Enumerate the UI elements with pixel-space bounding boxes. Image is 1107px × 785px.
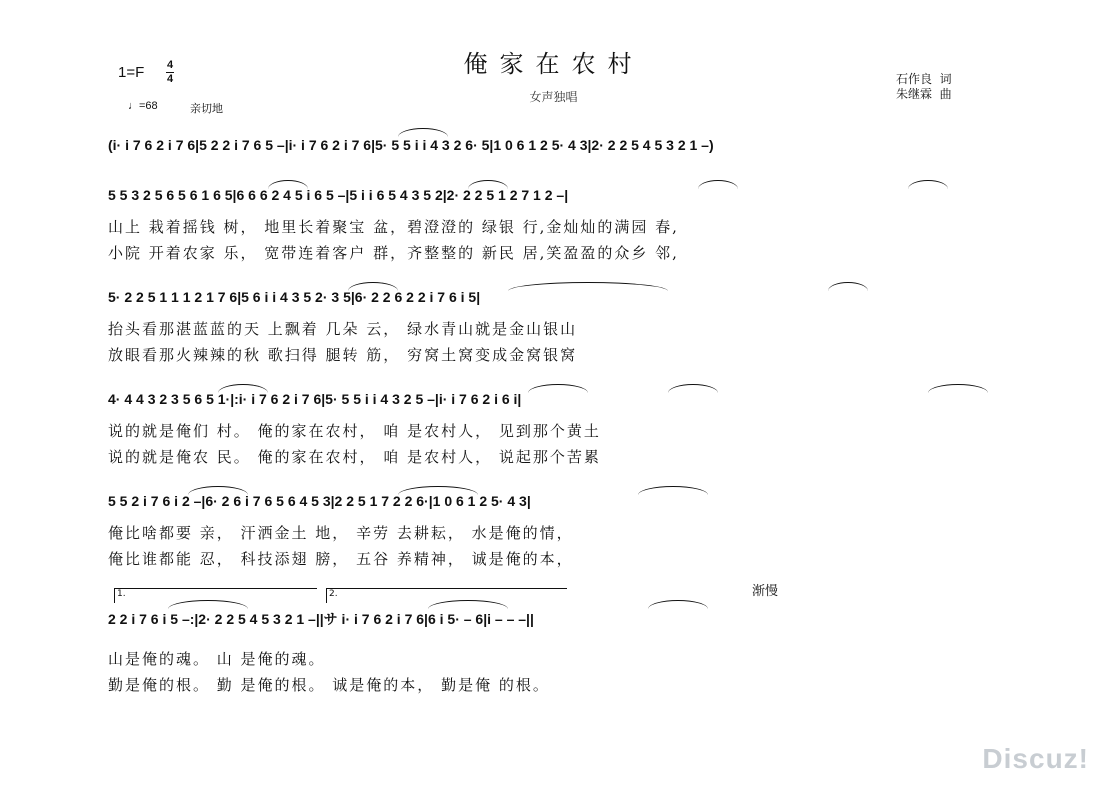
notation-line: 4· 4 4 3 2 3 5 6 5 1·|:i· i 7 6 2 i 7 6|5· 5 5 i i 4 3 2 5 –|i· i 7 6 2 i 6 i| (108, 391, 522, 407)
score-system-4 (108, 384, 1008, 474)
composer: 朱继霖 曲 (896, 87, 952, 101)
notation-line: 5 5 2 i 7 6 i 2 –|6· 2 6 i 7 6 5 6 4 5 3|2 2 5 1 7 2 2 6·|1 0 6 1 2 5· 4 3| (108, 493, 531, 509)
notation-line: 5 5 3 2 5 6 5 6 1 6 5|6 6 6 2 4 5 i 6 5 –|5 i i 6 5 4 3 5 2|2· 2 2 5 1 2 7 1 2 –| (108, 187, 569, 203)
score-system-3 (108, 282, 1008, 372)
lyrics-verse-1: 说的就是俺们 村。 俺的家在农村， 咱 是农村人， 见到那个黄土 (108, 422, 601, 440)
time-signature (166, 60, 174, 85)
score-system-1 (108, 128, 1008, 168)
score-system-2 (108, 180, 1008, 270)
score-system-5 (108, 486, 1008, 576)
tempo-marking: ♩=68 (128, 100, 158, 112)
time-signature-top: 4 (166, 59, 174, 71)
lyrics-verse-2: 小院 开着农家 乐， 宽带连着客户 群，齐整整的 新民 居,笑盈盈的众乡 邻, (108, 244, 679, 262)
notation-line: 2 2 i 7 6 i 5 –:|2· 2 2 5 4 5 3 2 1 –||サ i· i 7 6 2 i 7 6|6 i 5· – 6|i – – –|| (108, 611, 534, 627)
lyricist: 石作良 词 (896, 72, 952, 86)
lyrics-verse-2: 说的就是俺农 民。 俺的家在农村， 咱 是农村人， 说起那个苦累 (108, 448, 601, 466)
ritardando-marking: 渐慢 (752, 584, 779, 599)
forum-watermark: Discuz! (982, 743, 1089, 774)
lyrics-verse-1: 山是俺的魂。 山 是俺的魂。 (108, 650, 326, 668)
lyrics-verse-1: 山上 栽着摇钱 树， 地里长着聚宝 盆，碧澄澄的 绿银 行,金灿灿的满园 春, (108, 218, 679, 236)
lyrics-verse-2: 勤是俺的根。 勤 是俺的根。 诚是俺的本， 勤是俺 的根。 (108, 676, 550, 694)
notation-line: 5· 2 2 5 1 1 1 2 1 7 6|5 6 i i 4 3 5 2· 3 5|6· 2 2 6 2 2 i 7 6 i 5| (108, 289, 481, 305)
volta-first-ending: 1. (114, 588, 317, 603)
lyrics-verse-1: 抬头看那湛蓝蓝的天 上飘着 几朵 云， 绿水青山就是金山银山 (108, 320, 578, 338)
time-signature-bottom: 4 (166, 73, 174, 85)
credits (896, 72, 952, 102)
lyrics-verse-2: 放眼看那火辣辣的秋 歌扫得 腿转 筋， 穷窝土窝变成金窝银窝 (108, 346, 578, 364)
song-title: 俺家在农村 (463, 50, 644, 78)
lyrics-verse-1: 俺比啥都要 亲， 汗洒金土 地， 辛劳 去耕耘， 水是俺的情， (108, 524, 574, 542)
expression-marking: 亲切地 (190, 102, 223, 115)
score-system-6 (108, 588, 1008, 698)
volta-second-ending: 2. (326, 588, 567, 603)
lyrics-verse-2: 俺比谁都能 忍， 科技添翅 膀， 五谷 养精神， 诚是俺的本， (108, 550, 574, 568)
notation-line: (i· i 7 6 2 i 7 6|5 2 2 i 7 6 5 –|i· i 7 6 2 i 7 6|5· 5 5 i i 4 3 2 6· 5|1 0 6 1 2 5· 4 3|2· 2 2 5 4 5 3 2 1 –) (108, 137, 714, 153)
key-signature: 1=F (118, 64, 145, 81)
song-subtitle: 女声独唱 (529, 90, 578, 104)
